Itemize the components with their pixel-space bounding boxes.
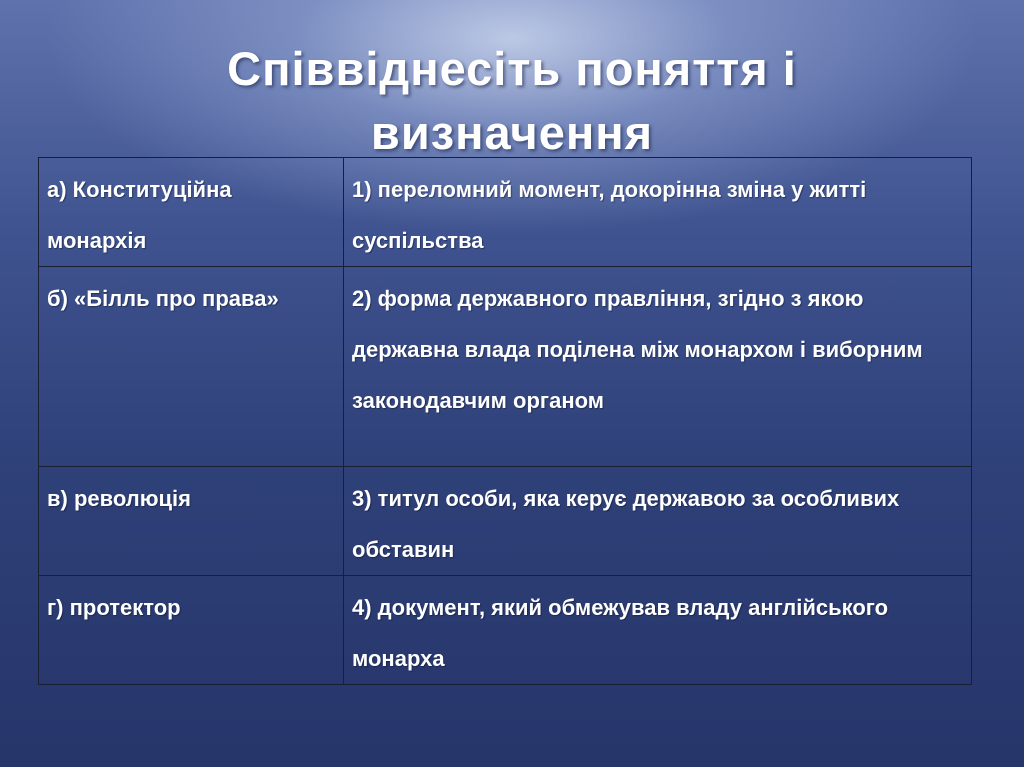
term-cell: а) Конституційна монархія	[39, 158, 344, 267]
term-cell: г) протектор	[39, 576, 344, 685]
slide-title-line-2: визначення	[370, 106, 654, 160]
term-cell: в) революція	[39, 467, 344, 576]
table-row	[39, 267, 972, 467]
matching-table	[38, 157, 972, 685]
table-row	[39, 158, 972, 267]
slide-title	[0, 37, 1024, 165]
table-row	[39, 576, 972, 685]
slide-title-line-1: Співвіднесіть поняття і	[227, 42, 797, 96]
definition-cell: 2) форма державного правління, згідно з якою державна влада поділена між монархом і виборним законодавчим органом	[344, 267, 972, 467]
definition-cell: 3) титул особи, яка керує державою за особливих обставин	[344, 467, 972, 576]
definition-cell: 4) документ, який обмежував владу англійського монарха	[344, 576, 972, 685]
term-cell: б) «Білль про права»	[39, 267, 344, 467]
definition-cell: 1) переломний момент, докорінна зміна у житті суспільства	[344, 158, 972, 267]
table-row	[39, 467, 972, 576]
